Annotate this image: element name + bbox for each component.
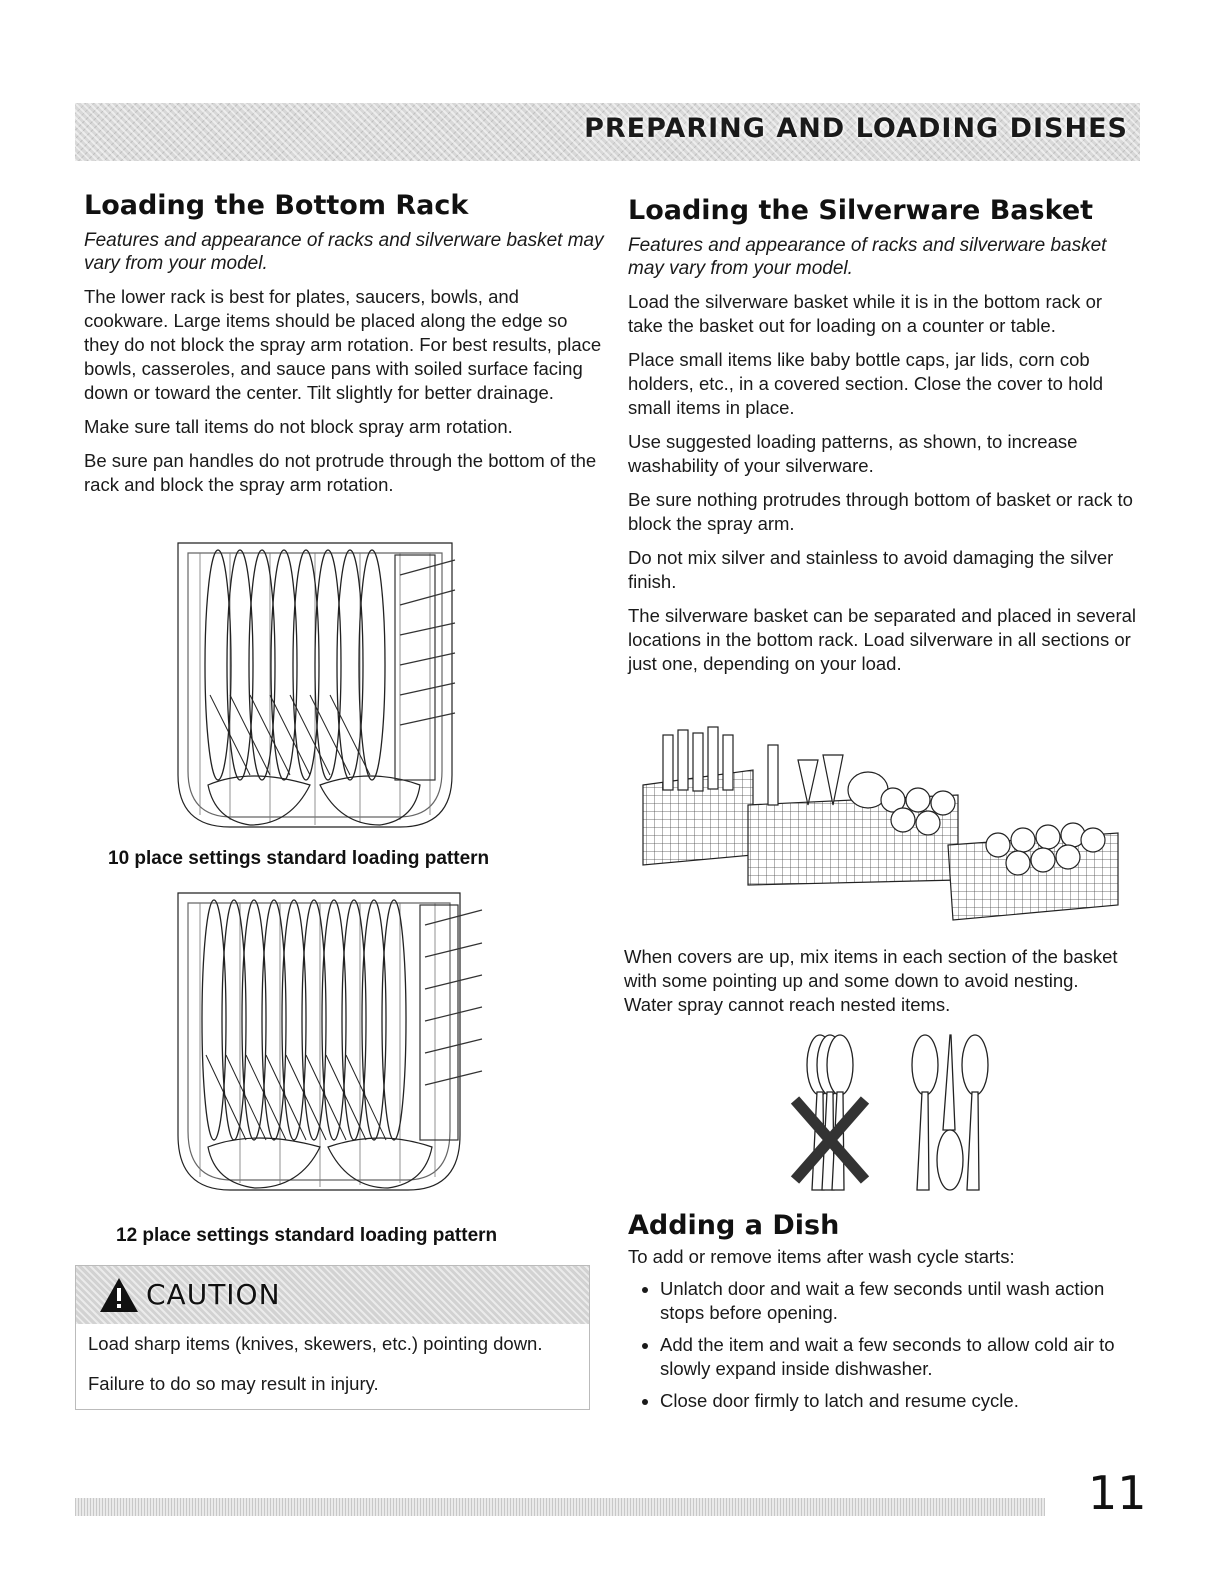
rack-12-settings-illustration — [170, 885, 490, 1200]
bottom-rack-paragraph: Be sure pan handles do not protrude through the bottom of the rack and block the spray arm rotation. — [84, 450, 597, 495]
list-item: • Unlatch door and wait a few seconds until wash action stops before opening. — [660, 1277, 1138, 1325]
caution-header — [76, 1266, 589, 1324]
caution-line: Load sharp items (knives, skewers, etc.) pointing down. — [88, 1333, 543, 1354]
rack-10-settings-illustration — [170, 535, 460, 835]
bottom-rack-note: Features and appearance of racks and silverware basket may vary from your model. — [84, 230, 604, 274]
rack-10-caption: 10 place settings standard loading pattern — [108, 848, 490, 869]
silverware-paragraph: Use suggested loading patterns, as shown, to increase washability of your silverware. — [628, 431, 1078, 476]
footer-bar — [75, 1498, 1045, 1516]
silverware-paragraph: The silverware basket can be separated and placed in several locations in the bottom rack. Load silverware in all sections or just one, depending on your load. — [628, 605, 1137, 674]
bottom-rack-paragraph: The lower rack is best for plates, saucers, bowls, and cookware. Large items should be placed along the edge so they do not block the spray arm rotation. For best results, place bowls, casseroles, and sauce pans with soiled surface facing down or toward the center. Tilt slightly for better drainage. — [84, 286, 602, 403]
silverware-paragraph: Load the silverware basket while it is in the bottom rack or take the basket out for loading on a counter or table. — [628, 291, 1103, 336]
silverware-note: Features and appearance of racks and silverware basket may vary from your model. — [628, 235, 1107, 279]
warning-triangle-icon — [98, 1276, 140, 1314]
silverware-heading: Loading the Silverware Basket — [628, 195, 1094, 226]
adding-dish-intro: To add or remove items after wash cycle starts: — [628, 1246, 1015, 1267]
rack-12-caption: 12 place settings standard loading pattern — [116, 1225, 498, 1246]
silverware-section — [628, 195, 1138, 686]
caution-line: Failure to do so may result in injury. — [88, 1373, 379, 1394]
caution-text — [88, 1332, 577, 1396]
bottom-rack-heading: Loading the Bottom Rack — [84, 190, 469, 221]
adding-dish-heading: Adding a Dish — [628, 1210, 840, 1241]
bottom-rack-section — [84, 190, 604, 507]
section-title: PREPARING AND LOADING DISHES — [584, 113, 1128, 144]
caution-label: CAUTION — [146, 1278, 281, 1311]
silverware-basket-illustration — [638, 715, 1128, 930]
page-number: 11 — [1088, 1466, 1147, 1520]
silverware-paragraph: Place small items like baby bottle caps, jar lids, corn cob holders, etc., in a covered section. Close the cover to hold small items in place. — [628, 349, 1104, 418]
adding-dish-section — [628, 1210, 1138, 1421]
spoon-nesting-illustration — [785, 1030, 1005, 1200]
adding-dish-steps — [628, 1277, 1138, 1413]
list-item: • Close door firmly to latch and resume cycle. — [660, 1389, 1138, 1413]
section-banner — [75, 103, 1140, 161]
caution-box — [75, 1265, 590, 1410]
list-item: • Add the item and wait a few seconds to allow cold air to slowly expand inside dishwasher. — [660, 1333, 1138, 1381]
basket-nesting-text: When covers are up, mix items in each section of the basket with some pointing up and some down to avoid nesting. Water spray cannot reach nested items. — [624, 946, 1118, 1015]
silverware-paragraph: Do not mix silver and stainless to avoid damaging the silver finish. — [628, 547, 1114, 592]
bottom-rack-paragraph: Make sure tall items do not block spray arm rotation. — [84, 416, 513, 437]
silverware-paragraph: Be sure nothing protrudes through bottom of basket or rack to block the spray arm. — [628, 489, 1133, 534]
